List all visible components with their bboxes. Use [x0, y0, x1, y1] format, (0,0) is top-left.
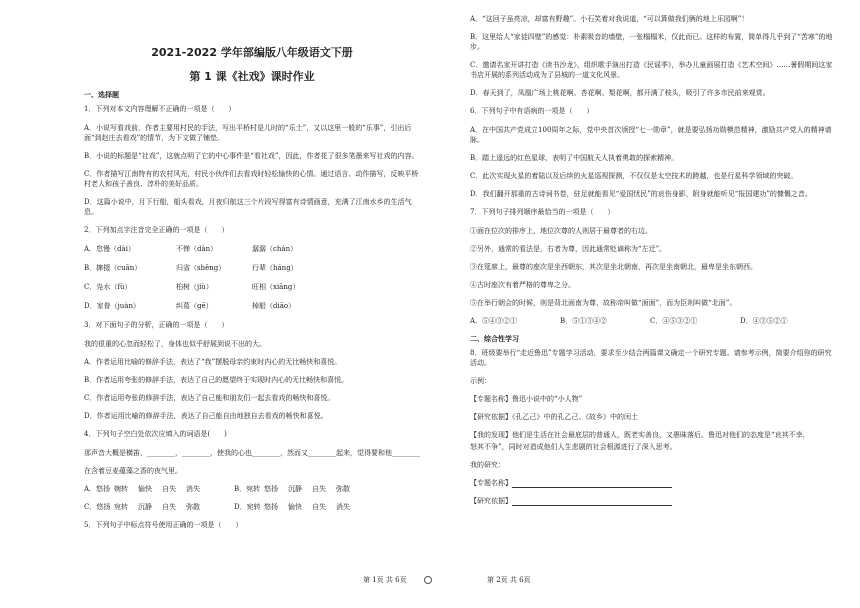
right-page [430, 0, 860, 608]
q6-option-d: D．我们翻开那重的古诗词书卷，驻足就能看见“爱国忧民”的哀伤身影，附身就能听见“报国建功”的慷慨之音。 [470, 190, 812, 198]
q4-b-3: 沉静 [288, 485, 302, 493]
q4-d-2: 悠扬 [264, 503, 278, 511]
q4-d-5: 消失 [336, 503, 350, 511]
q8-example-label: 示例： [470, 377, 491, 385]
q2-a-word2: 不惮（dàn） [176, 245, 218, 253]
q7-sentence-2: ②另外，通常的看法是，右者为尊，因此通常贬谪称为“左迁”。 [470, 245, 667, 253]
q4-a-5: 消失 [186, 485, 200, 493]
q8-example-finding-2: 怒其不争”，同时对造成他们人生悲剧的社会根源进行了深入思考。 [470, 443, 677, 451]
q5-option-b: B．这里给人“家徒四壁”的感觉：朴素吸音的墙壁，一张榻榻米，仅此而已。这样的布置，简单得几乎到了“苦寒”的地步。 [470, 33, 833, 51]
question-8-stem: 8．班级要举行“走近鲁迅”专题学习活动，要求至少结合两篇课文确定一个研究专题。请参考示例，简要介绍你的研究活动。 [470, 349, 832, 367]
q4-d-4: 自失 [312, 503, 326, 511]
q4-c-1: C．悠扬 [84, 503, 111, 511]
q8-my-topic-row [470, 478, 834, 488]
q2-d-word3: 棹船（diāo） [252, 302, 296, 310]
q2-a-word1: A．怠慢（dài） [84, 245, 135, 253]
q4-a-1: A．悠扬 [84, 485, 111, 493]
q7-option-b: B．⑤①③④② [560, 317, 608, 325]
q7-option-a: A．⑤④③②① [470, 317, 518, 325]
q2-d-word1: D．家眷（juàn） [84, 302, 140, 310]
page-divider-icon [424, 575, 432, 584]
q2-c-word1: C．凫水（fù） [84, 283, 132, 291]
question-5-stem: 5．下列句子中标点符号使用正确的一项是（ ） [84, 521, 243, 529]
q8-my-research-label: 我的研究： [470, 461, 505, 469]
q2-c-word3: 旺相（xiāng） [252, 283, 300, 291]
q8-my-basis-label: 【研究依据】 [470, 497, 512, 505]
q8-my-basis-blank[interactable] [512, 498, 672, 506]
q7-option-c: C．④⑤③②① [650, 317, 698, 325]
q4-a-3: 愉快 [138, 485, 152, 493]
q4-b-1: B．宛转 [234, 485, 261, 493]
q2-b-word1: B．撺掇（cuān） [84, 264, 142, 272]
q5-option-d: D．春天到了，凤凰广场上桃花啊、杏花啊、梨花啊，都开满了枝头，吸引了许多市民前来观赏。 [470, 89, 770, 97]
q6-option-c: C．此次实现火星的着陆以及后续的火星巡视探测，不仅仅是太空技术的跨越，也是行星科学领域的突破。 [470, 172, 798, 180]
q1-option-a: A．小说写看戏前，作者主要用村民的手法，写出平桥村是儿时的“乐土”，又以这里一般的“乐事”，引出后面“到赵庄去看戏”的情节，为下文做了铺垫。 [84, 124, 412, 142]
q4-c-5: 弥散 [186, 503, 200, 511]
q2-b-word3: 行辈（háng） [252, 264, 298, 272]
q8-example-topic: 【专题名称】鲁迅小说中的“小人物” [470, 395, 583, 403]
question-1-stem: 1．下列对本文内容理解不正确的一项是（ ） [84, 105, 236, 113]
q4-a-4: 自失 [162, 485, 176, 493]
q4-d-1: D．宛转 [234, 503, 261, 511]
q4-passage-line2: 在含着豆麦蕴藻之香的夜气里。 [84, 467, 182, 475]
q2-option-b [84, 263, 420, 273]
q2-option-a [84, 244, 420, 254]
q8-my-basis-row [470, 496, 834, 506]
q7-sentence-4: ④古时座次有着严格的尊卑之分。 [470, 281, 575, 289]
document-title: 2021-2022 学年部编版八年级语文下册 [151, 46, 353, 59]
q1-option-d: D．这篇小说中，月下行船，船头看戏，月夜归航这三个片段写得富有诗情画意，充满了江南水乡的生活气息。 [84, 198, 412, 216]
question-2-stem: 2．下列加点字注音完全正确的一项是（ ） [84, 226, 229, 234]
q3-option-a: A．作者运用比喻的修辞手法，表达了“我”摆脱母亲约束时内心的无比畅快和喜悦。 [84, 358, 342, 366]
q3-quote: 我的很重的心忽而轻松了，身体也似乎舒展到说不出的大。 [84, 340, 266, 348]
q8-example-basis: 【研究依据】《孔乙己》中的孔乙己、《故乡》中的闰土 [470, 413, 638, 421]
q7-sentence-5: ⑤在举行朝会的时候，则是背北面南为尊，故称帝叫做“面面”，而为臣则叫做“北面”。 [470, 299, 737, 307]
q4-b-4: 自失 [312, 485, 326, 493]
q4-a-2: 婉转 [114, 485, 128, 493]
q3-option-d: D．作者运用比喻的修辞手法，表达了自己能自由地独自去看戏的畅快和喜悦。 [84, 412, 328, 420]
q2-b-word2: 归省（shěng） [176, 264, 226, 272]
q8-my-topic-blank[interactable] [512, 480, 672, 488]
q8-my-topic-label: 【专题名称】 [470, 479, 512, 487]
question-6-stem: 6．下列句子中有语病的一项是（ ） [470, 107, 594, 115]
q3-option-b: B．作者运用夸张的修辞手法，表达了自己的愿望终于实现时内心的无比畅快和喜悦。 [84, 376, 349, 384]
question-7-stem: 7．下列句子排列顺序最恰当的一项是（ ） [470, 208, 615, 216]
page-footer-right: 第 2页 共 6页 [487, 576, 531, 584]
q7-options [470, 316, 834, 326]
section-heading: 一、选择题 [84, 91, 119, 99]
q4-options-cd [84, 502, 420, 512]
q7-sentence-3: ③在筵席上，最尊的座次是坐西朝东，其次是坐北朝南，再次是坐南朝北，最卑是坐东朝西。 [470, 263, 757, 271]
lesson-title: 第 1 课《社戏》课时作业 [189, 70, 315, 83]
q4-c-2: 宛转 [114, 503, 128, 511]
q4-passage-line1: 那声音大概是横笛，________，________，使我的心也________，然而又________起来，觉得要和他________ [84, 449, 420, 457]
section-heading-2: 二、综合性学习 [470, 335, 519, 343]
q6-option-b: B．踏上遥远的红色星球，表明了中国航天人执着勇敢的探索精神。 [470, 154, 679, 162]
q1-option-c: C．作者描写江南特有的农村风光，村民小伙伴们去看戏时轻松愉快的心情。通过语言、动作描写，反映平桥村老人和孩子善良、淳朴的美好品质。 [84, 170, 419, 188]
q4-options-ab [84, 484, 420, 494]
q7-option-d: D．④③⑤②① [740, 317, 788, 325]
q7-sentence-1: ①面在位次的排序上，地位次尊的人则居于最尊者的右边。 [470, 227, 652, 235]
q2-c-word2: 桕树（jiù） [176, 283, 213, 291]
q2-a-word3: 潺潺（chán） [252, 245, 298, 253]
q3-option-c: C．作者运用夸张的修辞手法，表达了自己能和朋友们一起去看戏的畅快和喜悦。 [84, 394, 335, 402]
q1-option-b: B．小说的标题是“社戏”，这就点明了它的中心事件是“看社戏”，因此，作者花了很多笔墨来写社戏的内容。 [84, 152, 419, 160]
q2-d-word2: 纠葛（gē） [176, 302, 213, 310]
q4-b-2: 悠扬 [264, 485, 278, 493]
page-footer-left: 第 1页 共 6页 [363, 576, 407, 584]
q4-b-5: 弥散 [336, 485, 350, 493]
q6-option-a: A．在中国共产党成立100周年之际，党中央首次颁授“七一勋章”，就是要弘扬功勋模范精神，激励共产党人的精神谱脉。 [470, 126, 832, 144]
question-4-stem: 4．下列句子空白处依次应填入的词语是( ) [84, 430, 227, 438]
q4-c-3: 沉静 [138, 503, 152, 511]
q8-example-finding-1: 【我的发现】他们是生活在社会最底层的普通人，既老实善良，又愚昧落后。鲁迅对他们的态度是“哀其不幸， [470, 431, 810, 439]
q2-option-d [84, 301, 420, 311]
q2-option-c [84, 282, 420, 292]
q5-option-a: A．“这回子虽亮凉，却富有野趣”。小石笑着对我说道，“可以算做我们俩的地上乐园啊”！ [470, 15, 749, 23]
q4-c-4: 自失 [162, 503, 176, 511]
q4-d-3: 愉快 [288, 503, 302, 511]
q5-option-c: C．邀请名家开讲打造《读书沙龙》，组织歌手演出打造《民谣季》，举办儿童画展打造《艺术空间》……暑假期间这家书店开展的系列活动成为了县城的一道文化风景。 [470, 61, 833, 79]
question-3-stem: 3．对下面句子的分析，正确的一项是（ ） [84, 321, 229, 329]
